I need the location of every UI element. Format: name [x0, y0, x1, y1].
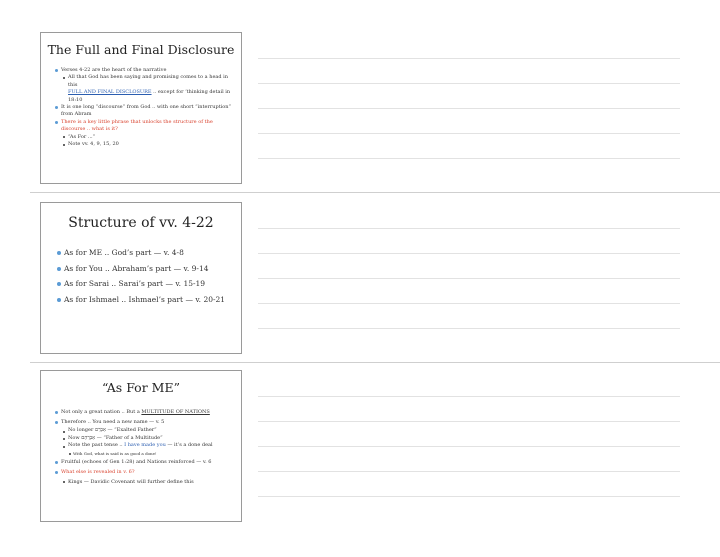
bullet-item: Not only a great nation .. But a MULTITUDE OF NATIONS [55, 407, 235, 417]
slide-title: The Full and Final Disclosure [47, 42, 235, 57]
notes-lines [258, 396, 680, 521]
bullet-item: As for ME .. God’s part — v. 4-8 [57, 245, 235, 261]
notes-lines [258, 58, 680, 183]
bullet-item: Therefore .. You need a new name — v. 5 [55, 417, 235, 427]
notes-lines [258, 228, 680, 353]
bullet-item: As for Ishmael .. Ishmael’s part — v. 20-21 [57, 292, 235, 308]
bullet-item: Kings — Davidic Covenant will further define this [55, 477, 235, 487]
slide-thumbnail [40, 32, 242, 184]
bullet-list [41, 57, 241, 148]
bullet-item: Note the past tense .. I have made you — it’s a done deal [55, 442, 235, 450]
page-3 [0, 355, 720, 537]
slide-thumbnail [40, 202, 242, 354]
bullet-item: Now אַבְרָהָם — “Father of a Multitude” [55, 435, 235, 443]
bullet-item: No longer אַבְרָם — “Exalted Father” [55, 427, 235, 435]
slide-title: Structure of vv. 4-22 [68, 215, 214, 231]
page-2 [0, 185, 720, 367]
bullet-item: As for Sarai .. Sarai’s part — v. 15-19 [57, 276, 235, 292]
disclosure-link[interactable]: FULL AND FINAL DISCLOSURE [68, 89, 152, 96]
bullet-item: Verses 4-22 are the heart of the narrative [55, 67, 235, 74]
bullet-item: It is one long “discourse” from God .. with one short “interruption” from Abram [55, 104, 235, 119]
bullet-item: Fruitful (echoes of Gen 1:28) and Nations reinforced — v. 6 [55, 457, 235, 467]
slide-thumbnail [40, 370, 242, 522]
slide-title: “As For ME” [102, 380, 180, 395]
bullet-list [41, 395, 241, 487]
bullet-list [41, 231, 241, 307]
bullet-item: Note vv. 4, 9, 15, 20 [55, 141, 235, 148]
bullet-item: What else is revealed in v. 6? [55, 467, 235, 477]
bullet-item: There is a key little phrase that unlocks the structure of the discourse .. what is it? [55, 119, 235, 134]
bullet-item: With God, what is said is as good a done! [55, 450, 235, 458]
bullet-item: As for You .. Abraham’s part — v. 9-14 [57, 261, 235, 277]
bullet-item: All that God has been saying and promising comes to a head in this FULL AND FINAL DISCLOSURE .. except for ‘thinking detail in 18:10 [55, 74, 235, 104]
page-1 [0, 15, 720, 197]
bullet-item: “As For ...” [55, 134, 235, 141]
